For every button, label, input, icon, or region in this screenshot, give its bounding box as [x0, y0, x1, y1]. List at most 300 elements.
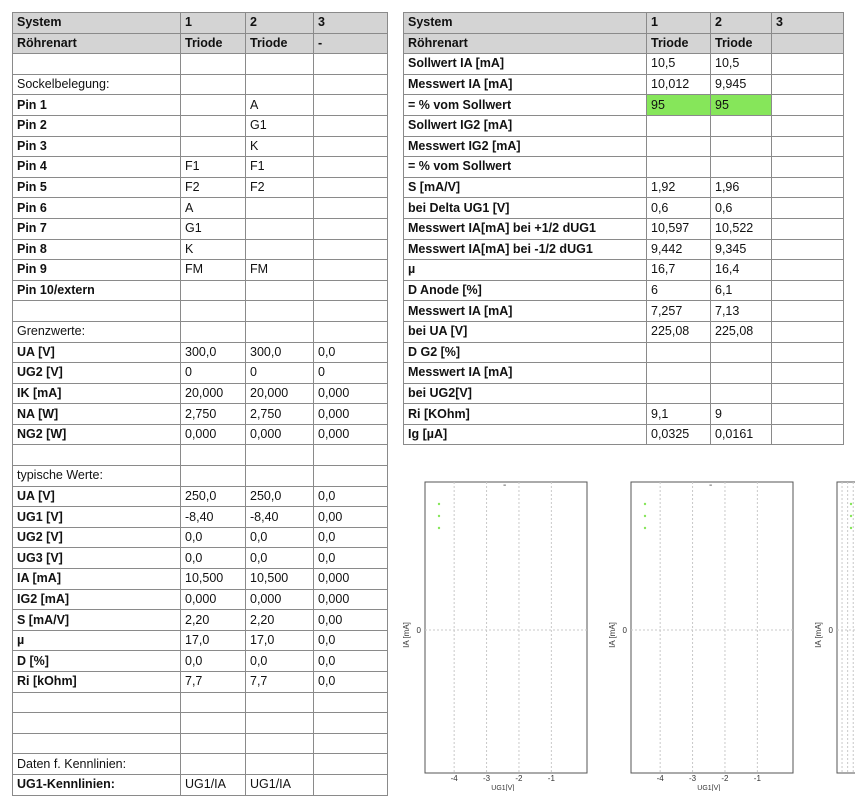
right-table-value-cell: [772, 33, 844, 54]
right-table-value-cell: [772, 404, 844, 425]
right-table-label-cell: = % vom Sollwert: [404, 157, 647, 178]
left-table-value-cell: 17,0: [246, 630, 314, 651]
right-table-value-cell: [772, 280, 844, 301]
right-table-value-cell: [772, 342, 844, 363]
chart-x-tick-label: -2: [721, 774, 729, 783]
right-table-label-cell: bei Delta UG1 [V]: [404, 198, 647, 219]
right-table-value-cell: 0,0325: [647, 424, 711, 445]
right-table-value-cell: [772, 95, 844, 116]
right-table-value-cell: Triode: [711, 33, 772, 54]
left-table-label-cell: Pin 9: [13, 260, 181, 281]
left-table-label-cell: Pin 6: [13, 198, 181, 219]
left-table-label-cell: IK [mA]: [13, 383, 181, 404]
right-table-value-cell: [772, 424, 844, 445]
left-table-row: [13, 651, 388, 672]
right-table-row: [404, 404, 844, 425]
left-table-value-cell: 0,000: [314, 383, 388, 404]
left-table-value-cell: 0,0: [246, 651, 314, 672]
left-table-value-cell: -8,40: [181, 507, 246, 528]
right-table-value-cell: [711, 363, 772, 384]
right-table-value-cell: [772, 136, 844, 157]
right-table-label-cell: bei UG2[V]: [404, 383, 647, 404]
right-table-value-cell: 0,0161: [711, 424, 772, 445]
left-table-row: [13, 198, 388, 219]
left-table-row: [13, 774, 388, 795]
left-table-value-cell: 0,0: [314, 486, 388, 507]
right-table-label-cell: Messwert IA [mA]: [404, 363, 647, 384]
left-table-value-cell: F1: [181, 157, 246, 178]
right-table-label-cell: S [mA/V]: [404, 177, 647, 198]
chart-ylabel: IA [mA]: [814, 622, 823, 648]
left-table-value-cell: [314, 198, 388, 219]
left-table-value-cell: 7,7: [181, 672, 246, 693]
left-table-row: [13, 610, 388, 631]
left-table-value-cell: [246, 754, 314, 775]
left-table-value-cell: 250,0: [181, 486, 246, 507]
left-table-value-cell: 2,750: [246, 404, 314, 425]
right-table-row: [404, 136, 844, 157]
chart-title-mark: -: [709, 480, 713, 491]
left-table-value-cell: 300,0: [181, 342, 246, 363]
right-table-label-cell: Messwert IG2 [mA]: [404, 136, 647, 157]
right-table-row: [404, 363, 844, 384]
left-table-label-cell: UA [V]: [13, 342, 181, 363]
right-table-label-cell: µ: [404, 260, 647, 281]
left-table-value-cell: [181, 136, 246, 157]
left-table-value-cell: [246, 198, 314, 219]
right-table-value-cell: [647, 383, 711, 404]
left-table-row: [13, 301, 388, 322]
left-table-value-cell: [246, 466, 314, 487]
right-table-label-cell: D Anode [%]: [404, 280, 647, 301]
left-table-row: [13, 239, 388, 260]
right-table-label-cell: bei UA [V]: [404, 321, 647, 342]
right-table-row: [404, 13, 844, 34]
chart-ylabel: IA [mA]: [608, 622, 617, 648]
left-table-row: [13, 713, 388, 734]
left-table-value-cell: 0,0: [181, 651, 246, 672]
left-table-value-cell: [181, 115, 246, 136]
left-table-value-cell: G1: [181, 218, 246, 239]
right-table-value-cell: [711, 383, 772, 404]
left-table-label-cell: Pin 2: [13, 115, 181, 136]
right-table-value-cell: 6,1: [711, 280, 772, 301]
left-table-label-cell: Pin 8: [13, 239, 181, 260]
chart-point: [850, 515, 852, 517]
left-table-value-cell: [314, 95, 388, 116]
left-table-label-cell: Pin 7: [13, 218, 181, 239]
left-table-value-cell: 0,000: [314, 569, 388, 590]
left-table-value-cell: [181, 54, 246, 75]
left-table-value-cell: 0,0: [181, 527, 246, 548]
right-table-value-cell: [647, 157, 711, 178]
tube-data-table: [12, 12, 388, 796]
left-table-row: [13, 115, 388, 136]
left-table-row: [13, 692, 388, 713]
right-table-label-cell: D G2 [%]: [404, 342, 647, 363]
chart-x-tick-label: -2: [515, 774, 523, 783]
right-table-row: [404, 424, 844, 445]
right-table-row: [404, 218, 844, 239]
left-table-value-cell: 0,00: [314, 610, 388, 631]
right-table-row: [404, 95, 844, 116]
right-table-value-cell: [647, 342, 711, 363]
right-table-value-cell: 95: [711, 95, 772, 116]
left-table-value-cell: 10,500: [246, 569, 314, 590]
left-table-value-cell: 0,0: [314, 630, 388, 651]
left-table-value-cell: 0: [246, 363, 314, 384]
left-table-row: [13, 466, 388, 487]
left-table-row: [13, 548, 388, 569]
left-table-value-cell: 0,00: [314, 507, 388, 528]
left-table-value-cell: 0,000: [246, 589, 314, 610]
chart-point: [850, 503, 852, 505]
right-table-value-cell: 10,5: [711, 54, 772, 75]
right-table-value-cell: [711, 157, 772, 178]
left-table-value-cell: 0,000: [314, 404, 388, 425]
chart-point: [850, 527, 852, 529]
left-table-label-cell: IA [mA]: [13, 569, 181, 590]
right-table-row: [404, 239, 844, 260]
left-table-value-cell: [181, 692, 246, 713]
left-table-value-cell: A: [181, 198, 246, 219]
left-table-value-cell: K: [181, 239, 246, 260]
left-table-value-cell: 0,000: [246, 424, 314, 445]
left-table-label-cell: µ: [13, 630, 181, 651]
left-table-row: [13, 733, 388, 754]
left-table-value-cell: F2: [181, 177, 246, 198]
characteristic-curves-panel: [395, 460, 855, 791]
left-table-row: [13, 507, 388, 528]
left-table-row: [13, 754, 388, 775]
left-table-row: [13, 280, 388, 301]
left-table-value-cell: 20,000: [246, 383, 314, 404]
left-table-value-cell: K: [246, 136, 314, 157]
right-table-value-cell: 9,442: [647, 239, 711, 260]
left-table-value-cell: 0,0: [314, 651, 388, 672]
left-table-label-cell: Pin 10/extern: [13, 280, 181, 301]
right-table-value-cell: 225,08: [711, 321, 772, 342]
left-table-value-cell: 0,0: [314, 527, 388, 548]
left-table-value-cell: Triode: [181, 33, 246, 54]
chart-x-tick-label: -3: [482, 774, 491, 783]
left-table-value-cell: 2,20: [181, 610, 246, 631]
left-table-row: [13, 260, 388, 281]
left-table-value-cell: [314, 321, 388, 342]
left-table-label-cell: UG2 [V]: [13, 363, 181, 384]
right-table-value-cell: 9,945: [711, 74, 772, 95]
left-table-value-cell: 0,0: [246, 548, 314, 569]
left-table-row: [13, 445, 388, 466]
left-table-row: [13, 157, 388, 178]
right-table-row: [404, 157, 844, 178]
right-table-row: [404, 383, 844, 404]
right-table-value-cell: [711, 115, 772, 136]
right-table-label-cell: Röhrenart: [404, 33, 647, 54]
chart-point: [644, 503, 646, 505]
left-table-value-cell: [181, 95, 246, 116]
left-table-value-cell: 0,000: [181, 424, 246, 445]
left-table-value-cell: [314, 136, 388, 157]
left-table-value-cell: [181, 445, 246, 466]
right-table-value-cell: [647, 136, 711, 157]
right-table-label-cell: Messwert IA [mA]: [404, 301, 647, 322]
left-table-value-cell: [246, 301, 314, 322]
right-table-value-cell: 16,4: [711, 260, 772, 281]
right-table-value-cell: 95: [647, 95, 711, 116]
left-table-value-cell: 20,000: [181, 383, 246, 404]
left-table-label-cell: typische Werte:: [13, 466, 181, 487]
right-table-row: [404, 177, 844, 198]
left-table-value-cell: 0: [314, 363, 388, 384]
left-table-label-cell: [13, 692, 181, 713]
right-table-value-cell: Triode: [647, 33, 711, 54]
left-table-value-cell: [246, 733, 314, 754]
left-table-value-cell: 0,000: [314, 589, 388, 610]
right-table-value-cell: 1,92: [647, 177, 711, 198]
left-table-label-cell: UG3 [V]: [13, 548, 181, 569]
left-table-label-cell: Ri [kOhm]: [13, 672, 181, 693]
right-table-value-cell: 9,345: [711, 239, 772, 260]
left-table-value-cell: [314, 157, 388, 178]
right-table-value-cell: 225,08: [647, 321, 711, 342]
left-table-value-cell: [314, 445, 388, 466]
left-table-value-cell: 0,000: [181, 589, 246, 610]
right-table-value-cell: 6: [647, 280, 711, 301]
left-table-label-cell: [13, 713, 181, 734]
right-table-value-cell: 9,1: [647, 404, 711, 425]
right-table-value-cell: [772, 177, 844, 198]
left-table-label-cell: S [mA/V]: [13, 610, 181, 631]
left-table-label-cell: UG2 [V]: [13, 527, 181, 548]
left-table-value-cell: [246, 321, 314, 342]
left-table-label-cell: [13, 301, 181, 322]
left-table-row: [13, 74, 388, 95]
right-table-value-cell: [772, 239, 844, 260]
left-table-value-cell: 7,7: [246, 672, 314, 693]
left-table-value-cell: [314, 260, 388, 281]
left-table-value-cell: [314, 280, 388, 301]
left-table-value-cell: [246, 692, 314, 713]
chart-ylabel: IA [mA]: [402, 622, 411, 648]
right-table-value-cell: [772, 321, 844, 342]
left-table-value-cell: [314, 774, 388, 795]
left-table-label-cell: Pin 1: [13, 95, 181, 116]
chart-point: [438, 527, 440, 529]
right-table-value-cell: [772, 115, 844, 136]
right-table-value-cell: [772, 301, 844, 322]
right-table-value-cell: 1,96: [711, 177, 772, 198]
left-table-value-cell: [314, 713, 388, 734]
left-table-value-cell: 0,0: [314, 342, 388, 363]
right-table-value-cell: 9: [711, 404, 772, 425]
left-table-value-cell: 0,0: [314, 672, 388, 693]
left-table-label-cell: Pin 3: [13, 136, 181, 157]
right-table-value-cell: [647, 115, 711, 136]
right-table-value-cell: 10,522: [711, 218, 772, 239]
left-table-value-cell: [181, 301, 246, 322]
left-table-row: [13, 424, 388, 445]
left-table-label-cell: [13, 445, 181, 466]
left-table-row: [13, 177, 388, 198]
left-table-row: [13, 589, 388, 610]
left-table-value-cell: F2: [246, 177, 314, 198]
left-table-label-cell: UA [V]: [13, 486, 181, 507]
chart-x-tick-label: -1: [753, 774, 761, 783]
left-table-value-cell: [314, 177, 388, 198]
right-table-label-cell: Messwert IA[mA] bei +1/2 dUG1: [404, 218, 647, 239]
left-table-value-cell: 2,20: [246, 610, 314, 631]
left-table-row: [13, 321, 388, 342]
left-table-value-cell: [181, 280, 246, 301]
left-table-value-cell: [314, 754, 388, 775]
left-table-value-cell: 0,0: [246, 527, 314, 548]
left-table-label-cell: System: [13, 13, 181, 34]
left-table-label-cell: Pin 5: [13, 177, 181, 198]
right-table-value-cell: [772, 198, 844, 219]
left-table-label-cell: Grenzwerte:: [13, 321, 181, 342]
left-table-value-cell: [181, 74, 246, 95]
left-table-row: [13, 383, 388, 404]
left-table-label-cell: D [%]: [13, 651, 181, 672]
chart-point: [438, 515, 440, 517]
left-table-value-cell: 2: [246, 13, 314, 34]
left-table-value-cell: [246, 54, 314, 75]
chart-point: [644, 515, 646, 517]
left-table-row: [13, 95, 388, 116]
right-table-label-cell: Sollwert IG2 [mA]: [404, 115, 647, 136]
right-table-value-cell: 10,5: [647, 54, 711, 75]
right-table-label-cell: Ig [µA]: [404, 424, 647, 445]
left-table-row: [13, 342, 388, 363]
left-table-value-cell: [314, 54, 388, 75]
left-table-value-cell: [181, 754, 246, 775]
left-table-label-cell: UG1 [V]: [13, 507, 181, 528]
left-table-value-cell: 2,750: [181, 404, 246, 425]
left-table-value-cell: [246, 445, 314, 466]
right-table-label-cell: Messwert IA [mA]: [404, 74, 647, 95]
left-table-label-cell: UG1-Kennlinien:: [13, 774, 181, 795]
left-table-row: [13, 218, 388, 239]
left-table-value-cell: [181, 733, 246, 754]
left-table-value-cell: Triode: [246, 33, 314, 54]
right-table-value-cell: [647, 363, 711, 384]
left-table-value-cell: UG1/IA: [181, 774, 246, 795]
right-table-row: [404, 33, 844, 54]
left-table-row: [13, 527, 388, 548]
left-table-value-cell: FM: [246, 260, 314, 281]
left-table-value-cell: G1: [246, 115, 314, 136]
left-table-row: [13, 630, 388, 651]
right-table-value-cell: 1: [647, 13, 711, 34]
right-table-value-cell: [772, 260, 844, 281]
left-table-value-cell: [246, 218, 314, 239]
right-table-value-cell: [772, 363, 844, 384]
left-table-row: [13, 486, 388, 507]
left-table-row: [13, 672, 388, 693]
left-table-value-cell: 0: [181, 363, 246, 384]
chart-xlabel: UG1[V]: [697, 785, 721, 791]
left-table-value-cell: [314, 733, 388, 754]
chart-y-tick-label: 0: [828, 626, 833, 635]
left-table-value-cell: 1: [181, 13, 246, 34]
left-table-value-cell: 0,000: [314, 424, 388, 445]
left-table-label-cell: NG2 [W]: [13, 424, 181, 445]
right-table-value-cell: [772, 157, 844, 178]
right-table-label-cell: Sollwert IA [mA]: [404, 54, 647, 75]
right-table-row: [404, 54, 844, 75]
left-table-value-cell: [314, 239, 388, 260]
left-table-value-cell: [314, 466, 388, 487]
left-table-row: [13, 54, 388, 75]
left-table-value-cell: [314, 115, 388, 136]
left-table-label-cell: Röhrenart: [13, 33, 181, 54]
left-table-label-cell: Sockelbelegung:: [13, 74, 181, 95]
right-table-label-cell: Ri [KOhm]: [404, 404, 647, 425]
left-table-value-cell: 250,0: [246, 486, 314, 507]
left-table-value-cell: [246, 713, 314, 734]
chart-title-mark: -: [503, 480, 507, 491]
right-table-value-cell: 0,6: [647, 198, 711, 219]
chart-xlabel: UG1[V]: [491, 785, 515, 791]
right-table-value-cell: 0,6: [711, 198, 772, 219]
right-table-value-cell: 7,257: [647, 301, 711, 322]
right-table-label-cell: Messwert IA[mA] bei -1/2 dUG1: [404, 239, 647, 260]
left-table-value-cell: UG1/IA: [246, 774, 314, 795]
left-table-row: [13, 404, 388, 425]
left-table-value-cell: -: [314, 33, 388, 54]
left-table-value-cell: F1: [246, 157, 314, 178]
right-table-value-cell: 2: [711, 13, 772, 34]
right-table-label-cell: = % vom Sollwert: [404, 95, 647, 116]
left-table-label-cell: Pin 4: [13, 157, 181, 178]
chart-x-tick-label: -4: [656, 774, 664, 783]
right-table-value-cell: [772, 218, 844, 239]
left-table-label-cell: [13, 733, 181, 754]
left-table-value-cell: [181, 321, 246, 342]
left-table-row: [13, 569, 388, 590]
left-table-value-cell: 300,0: [246, 342, 314, 363]
left-table-value-cell: [314, 74, 388, 95]
left-table-row: [13, 363, 388, 384]
left-table-label-cell: NA [W]: [13, 404, 181, 425]
right-table-row: [404, 198, 844, 219]
left-table-value-cell: 10,500: [181, 569, 246, 590]
left-table-value-cell: 17,0: [181, 630, 246, 651]
left-table-value-cell: [246, 239, 314, 260]
chart-point: [438, 503, 440, 505]
measurement-table: [403, 12, 844, 445]
left-table-row: [13, 136, 388, 157]
right-table-value-cell: 16,7: [647, 260, 711, 281]
chart-x-tick-label: -4: [450, 774, 458, 783]
right-table-row: [404, 301, 844, 322]
right-table-value-cell: 3: [772, 13, 844, 34]
right-table-row: [404, 321, 844, 342]
right-table-label-cell: System: [404, 13, 647, 34]
right-table-value-cell: [772, 74, 844, 95]
chart-x-tick-label: -3: [688, 774, 697, 783]
left-table-value-cell: A: [246, 95, 314, 116]
left-table-label-cell: IG2 [mA]: [13, 589, 181, 610]
chart-x-tick-label: -1: [547, 774, 555, 783]
left-table-value-cell: 0,0: [181, 548, 246, 569]
right-table-value-cell: 10,012: [647, 74, 711, 95]
right-table-value-cell: 7,13: [711, 301, 772, 322]
left-table-value-cell: [246, 74, 314, 95]
right-table-row: [404, 260, 844, 281]
right-table-value-cell: 10,597: [647, 218, 711, 239]
